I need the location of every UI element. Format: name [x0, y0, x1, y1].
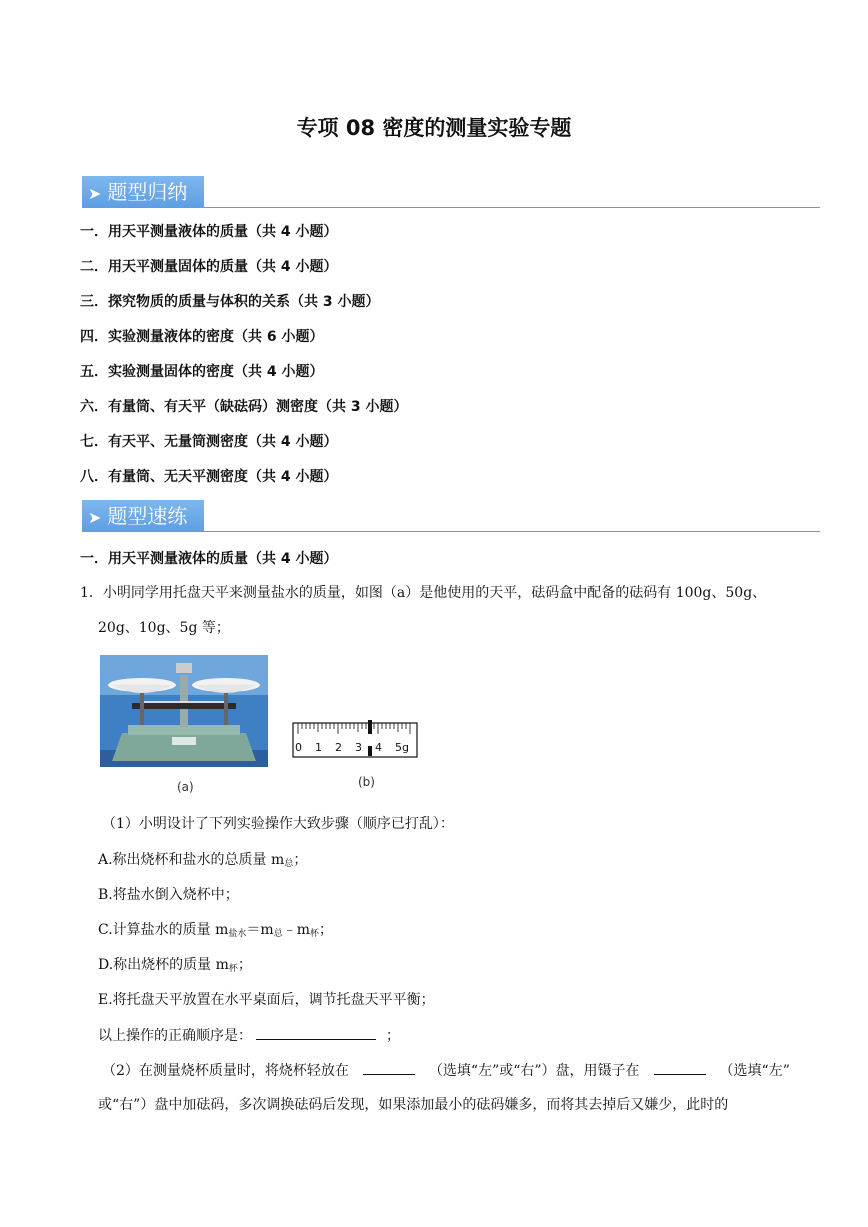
- step-a: A.称出烧杯和盐水的总质量 $m_总$；: [98, 852, 308, 869]
- step-c: C.计算盐水的质量 $m_{盐水}=m_总﹣m_杯$；: [98, 922, 333, 939]
- answer-blank[interactable]: [654, 1060, 706, 1075]
- figure-caption: (b): [358, 775, 375, 789]
- section-banner-summary: [82, 176, 820, 210]
- toc-item: 二．用天平测量固体的质量（共 4 小题）: [80, 259, 338, 275]
- toc-item: 六．有量筒、有天平（缺砝码）测密度（共 3 小题）: [80, 399, 408, 415]
- step-e: E.将托盘天平放置在水平桌面后，调节托盘天平平衡；: [98, 992, 435, 1008]
- rider-marker: [368, 720, 372, 734]
- question-part-2: （2）在测量烧杯质量时，将烧杯轻放在 （选填“左”或“右”）盘，用镊子在 （选填“左”: [102, 1060, 790, 1081]
- figure-caption: (a): [177, 780, 194, 794]
- question-part-2-cont: 或“右”）盘中加砝码，多次调换砝码后发现，如果添加最小的砝码嫌多，而将其去掉后又嫌少，此时的: [98, 1097, 729, 1113]
- divider: [82, 207, 820, 208]
- question-text: 1．小明同学用托盘天平来测量盐水的质量，如图（a）是他使用的天平，砝码盒中配备的砝码有 100g、50g、: [80, 585, 767, 601]
- ruler-label: 0: [295, 741, 302, 754]
- page-title: 专项 08 密度的测量实验专题: [296, 116, 572, 140]
- question-text: 20g、10g、5g 等；: [98, 620, 230, 636]
- ruler-label: 4: [375, 741, 382, 754]
- toc-item: 三．探究物质的质量与体积的关系（共 3 小题）: [80, 294, 380, 310]
- balance-image: [100, 655, 268, 767]
- ruler-label: 1: [315, 741, 322, 754]
- step-b: B.将盐水倒入烧杯中；: [98, 887, 239, 903]
- section-banner-practice: [82, 500, 820, 534]
- ruler-label: 5g: [395, 741, 409, 754]
- banner-label: 题型归纳: [107, 180, 188, 204]
- arrow-icon: ➤: [88, 184, 102, 203]
- toc-item: 四．实验测量液体的密度（共 6 小题）: [80, 329, 324, 345]
- toc-item: 一．用天平测量液体的质量（共 4 小题）: [80, 224, 338, 240]
- toc-item: 七．有天平、无量筒测密度（共 4 小题）: [80, 434, 338, 450]
- section-heading: 一．用天平测量液体的质量（共 4 小题）: [80, 551, 338, 567]
- order-question: 以上操作的正确顺序是： ；: [98, 1025, 400, 1046]
- ruler-label: 3: [355, 741, 362, 754]
- toc-item: 八．有量筒、无天平测密度（共 4 小题）: [80, 469, 338, 485]
- divider: [82, 531, 820, 532]
- answer-blank[interactable]: [363, 1060, 415, 1075]
- step-intro: （1）小明设计了下列实验操作大致步骤（顺序已打乱）：: [102, 816, 454, 832]
- toc-item: 五．实验测量固体的密度（共 4 小题）: [80, 364, 324, 380]
- arrow-icon: ➤: [88, 508, 102, 527]
- rider-scale-image: [288, 662, 420, 772]
- banner-label: 题型速练: [107, 504, 188, 528]
- ruler-label: 2: [335, 741, 342, 754]
- toc-list: [80, 222, 408, 502]
- answer-blank[interactable]: [256, 1025, 376, 1040]
- step-d: D.称出烧杯的质量 $m_杯$；: [98, 957, 252, 974]
